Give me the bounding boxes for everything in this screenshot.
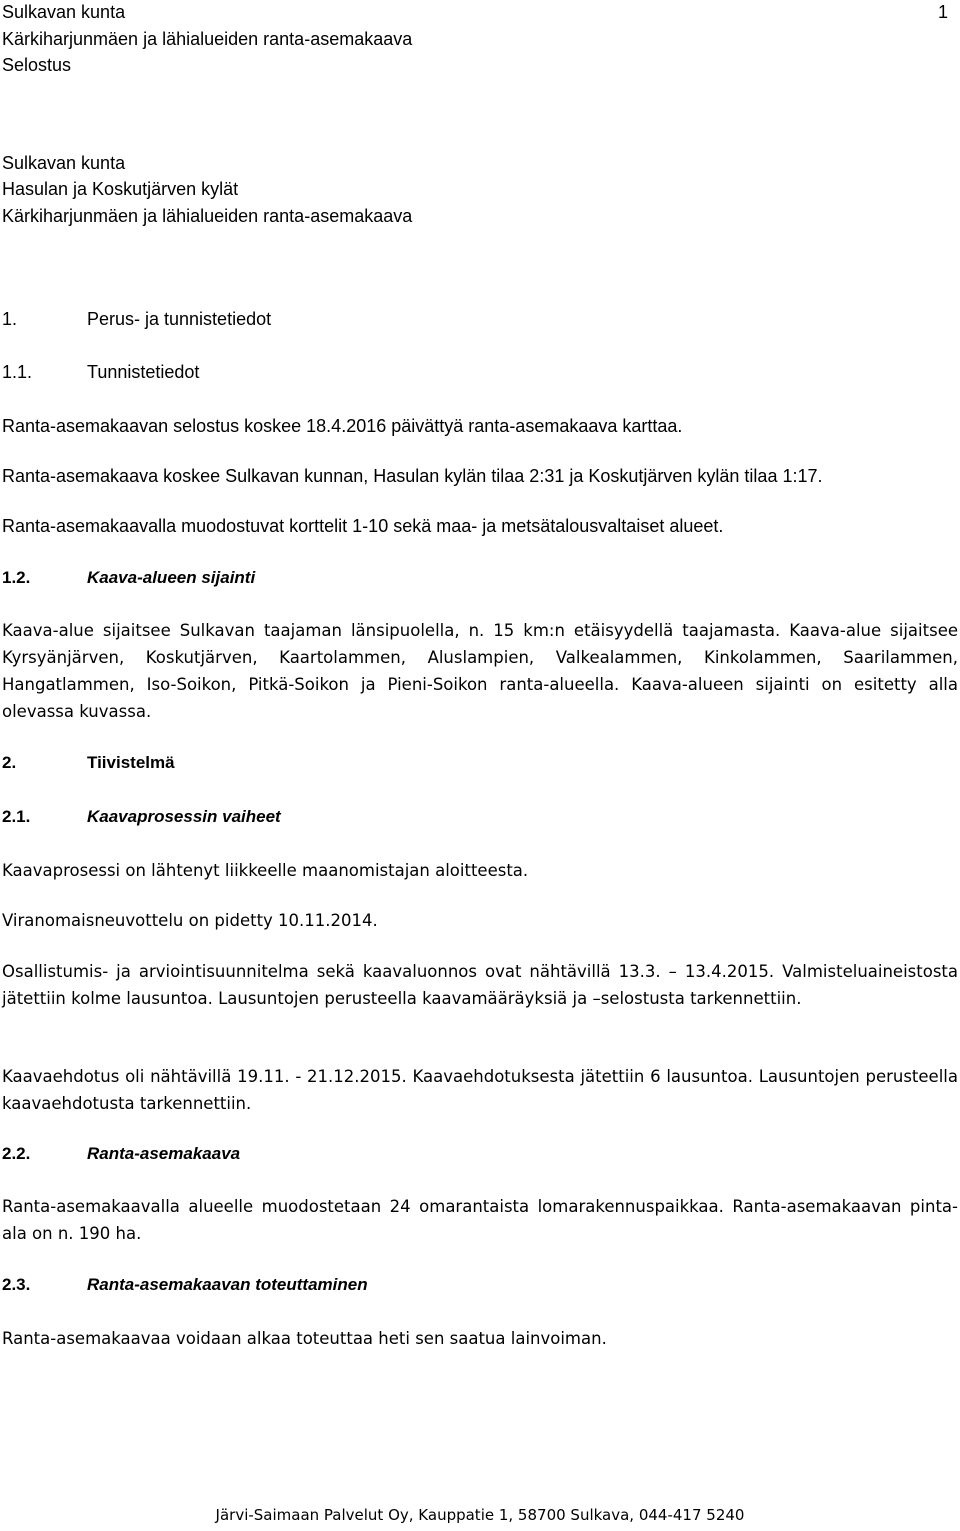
header-doc-type: Selostus <box>2 55 72 75</box>
section-1-1-number: 1.1. <box>2 362 33 382</box>
page-number: 1 <box>937 2 948 22</box>
section-1-1-paragraph-1: Ranta-asemakaavan selostus koskee 18.4.2016 päivättyä ranta-asemakaava karttaa. <box>2 416 683 436</box>
section-1-2-paragraph <box>2 617 958 725</box>
section-1-2-text: Kaava-alue sijaitsee Sulkavan taajaman länsipuolella, n. 15 km:n etäisyydellä taajamasta. Kaava-alue sijaitsee Kyrsyänjärven, Koskutjärven, Kaartolammen, Aluslampien, Valkealammen, Kinkolammen, Saarilammen, Hangatlammen, Iso-Soikon, Pitkä-Soikon ja Pieni-Soikon ranta-alueella. Kaava-alueen sijainti on esitetty alla olevassa kuvassa. <box>2 621 958 721</box>
section-1-title: Perus- ja tunnistetiedot <box>87 309 272 329</box>
section-2-2-title: Ranta-asemakaava <box>87 1144 241 1163</box>
section-2-3-paragraph: Ranta-asemakaavaa voidaan alkaa toteuttaa heti sen saatua lainvoiman. <box>2 1329 607 1348</box>
section-2-1-title: Kaavaprosessin vaiheet <box>87 807 281 826</box>
section-1-2-number: 1.2. <box>2 568 31 587</box>
section-1-1-paragraph-3: Ranta-asemakaavalla muodostuvat korttelit 1-10 sekä maa- ja metsätalousvaltaiset alueet. <box>2 516 724 536</box>
title-plan-name: Kärkiharjunmäen ja lähialueiden ranta-asemakaava <box>2 206 413 226</box>
section-2-3-title: Ranta-asemakaavan toteuttaminen <box>87 1275 368 1294</box>
section-2-1-text-4: Kaavaehdotus oli nähtävillä 19.11. - 21.12.2015. Kaavaehdotuksesta jätettiin 6 lausuntoa. Lausuntojen perusteella kaavaehdotusta tarkennettiin. <box>2 1067 958 1113</box>
section-2-2-number: 2.2. <box>2 1144 31 1163</box>
header-plan-name: Kärkiharjunmäen ja lähialueiden ranta-asemakaava <box>2 29 413 49</box>
section-1-1-title: Tunnistetiedot <box>87 362 200 382</box>
header-municipality: Sulkavan kunta <box>2 2 126 22</box>
section-2-2-text: Ranta-asemakaavalla alueelle muodostetaan 24 omarantaista lomarakennuspaikkaa. Ranta-asemakaavan pinta-ala on n. 190 ha. <box>2 1197 958 1243</box>
section-2-1-number: 2.1. <box>2 807 31 826</box>
section-2-3-number: 2.3. <box>2 1275 31 1294</box>
title-villages: Hasulan ja Koskutjärven kylät <box>2 179 239 199</box>
section-2-1-paragraph-1: Kaavaprosessi on lähtenyt liikkeelle maanomistajan aloitteesta. <box>2 861 529 880</box>
section-2-2-paragraph <box>2 1193 958 1247</box>
section-2-1-text-3: Osallistumis- ja arviointisuunnitelma sekä kaavaluonnos ovat nähtävillä 13.3. – 13.4.2015. Valmisteluaineistosta jätettiin kolme lausuntoa. Lausuntojen perusteella kaavamääräyksiä ja –selostusta tarkennettiin. <box>2 962 958 1008</box>
section-1-number: 1. <box>2 309 18 329</box>
section-2-1-paragraph-3 <box>2 958 958 1012</box>
section-2-title: Tiivistelmä <box>87 753 175 772</box>
section-2-number: 2. <box>2 753 17 772</box>
section-1-1-paragraph-2: Ranta-asemakaava koskee Sulkavan kunnan, Hasulan kylän tilaa 2:31 ja Koskutjärven kylän tilaa 1:17. <box>2 466 823 486</box>
title-municipality: Sulkavan kunta <box>2 153 126 173</box>
page-footer: Järvi-Saimaan Palvelut Oy, Kauppatie 1, 58700 Sulkava, 044-417 5240 <box>215 1506 745 1524</box>
section-2-1-paragraph-4 <box>2 1063 958 1117</box>
section-2-1-paragraph-2: Viranomaisneuvottelu on pidetty 10.11.2014. <box>2 911 378 930</box>
section-1-2-title: Kaava-alueen sijainti <box>87 568 256 587</box>
